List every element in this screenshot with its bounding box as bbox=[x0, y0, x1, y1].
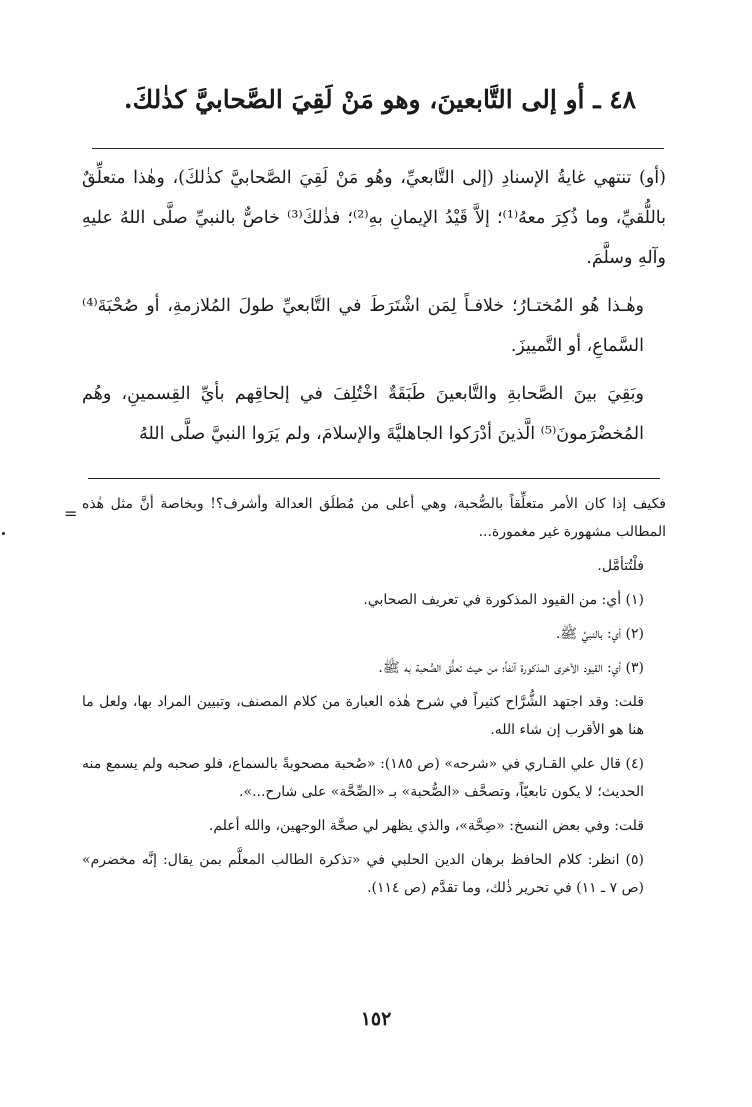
footnote-3-comment: قلت: وقد اجتهد الشُّرَّاح كثيراً في شرح هٰذه العبارة من كلام المصنف، وتبيين المراد بها، ولعل ما هنا هو الأقرب إن شاء الله. bbox=[82, 694, 644, 738]
footnote-1: (١) أي: من القيود المذكورة في تعريف الصحابي. bbox=[363, 592, 644, 608]
heading-rule bbox=[92, 148, 664, 149]
footnote-4: (٤) قال علي القـاري في «شرحه» (ص ١٨٥): «صُحبة مصحوبةً بالسماع، فلو صحبه ولم يسمع منه الحديث؛ لا يكون تابعيّاً، وتصحَّف «الصُّحبة» بـ «الصِّحَّة» على شارح...». bbox=[82, 756, 644, 800]
margin-dot bbox=[2, 532, 5, 535]
footnote-continuation: فكيف إذا كان الأمر متعلِّقاً بالصُّحبة، وهي أعلى من مُطلَق العدالة وأشرف؟! وبخاصة أنَّ مثل هٰذه المطالب مشهورة غير مغمورة... bbox=[82, 496, 666, 540]
footnote-3: (٣) أي: القيود الأخرى المذكورة آنفاً؛ من حيث تعلُّق الصُّحبة به ﷺ. bbox=[378, 660, 644, 676]
main-paragraph: (أو) تنتهي غايةُ الإسنادِ (إلى التَّابعيِّ، وهُو مَنْ لَقِيَ الصَّحابيَّ كذٰلكَ)، وهٰذا متعلِّقٌ باللُّقيِّ، وما ذُكِرَ معهُ⁽¹⁾؛ إلاَّ قَيْدُ الإيمانِ بهِ⁽²⁾؛ فذٰلكَ⁽³⁾ خاصٌّ بالنبيِّ صلَّى اللهُ عليهِ وآلهِ وسلَّمَ. bbox=[82, 168, 666, 268]
main-paragraph: وهٰـذا هُو المُختـارُ؛ خلافـاً لِمَن اشْتَرَطَ في التَّابعيِّ طولَ المُلازمةِ، أو صُحْبَةَ⁽⁴⁾ السَّماعِ، أو التَّمييزَ. bbox=[82, 296, 644, 356]
main-paragraph: وبَقِيَ بينَ الصَّحابةِ والتَّابعينَ طَبَقَةٌ اخْتُلِفَ في إلحاقِهم بأيِّ القِسمينِ، وهُم المُخضْرَمونَ⁽⁵⁾ الَّذينَ أدْرَكوا الجاهليَّةَ والإسلامَ، ولم يَرَوا النبيَّ صلَّى اللهُ bbox=[82, 384, 645, 444]
page-number: ١٥٢ bbox=[360, 1008, 392, 1030]
footnote-divider bbox=[88, 478, 660, 479]
section-heading: ٤٨ ـ أو إلى التَّابعينَ، وهو مَنْ لَقِيَ الصَّحابيَّ كذٰلكَ. bbox=[123, 85, 637, 114]
main-text bbox=[82, 158, 666, 462]
footnote-2: (٢) أي: بالنبيِّ ﷺ. bbox=[555, 626, 644, 642]
continuation-marker: = bbox=[64, 504, 78, 523]
footnotes bbox=[82, 490, 666, 908]
footnote-4-comment: قلت: وفي بعض النسخ: «صِحَّة»، والذي يظهر لي صحَّة الوجهين، والله أعلم. bbox=[208, 818, 644, 834]
footnote-5: (٥) انظر: كلام الحافظ برهان الدين الحلبي في «تذكرة الطالب المعلَّم بمن يقال: إنَّه مخضرم» (ص ٧ ـ ١١) في تحرير ذٰلك، وما تقدَّم (ص ١١٤). bbox=[82, 852, 644, 896]
footnote-line: فلْتُتأمَّل. bbox=[597, 558, 644, 574]
